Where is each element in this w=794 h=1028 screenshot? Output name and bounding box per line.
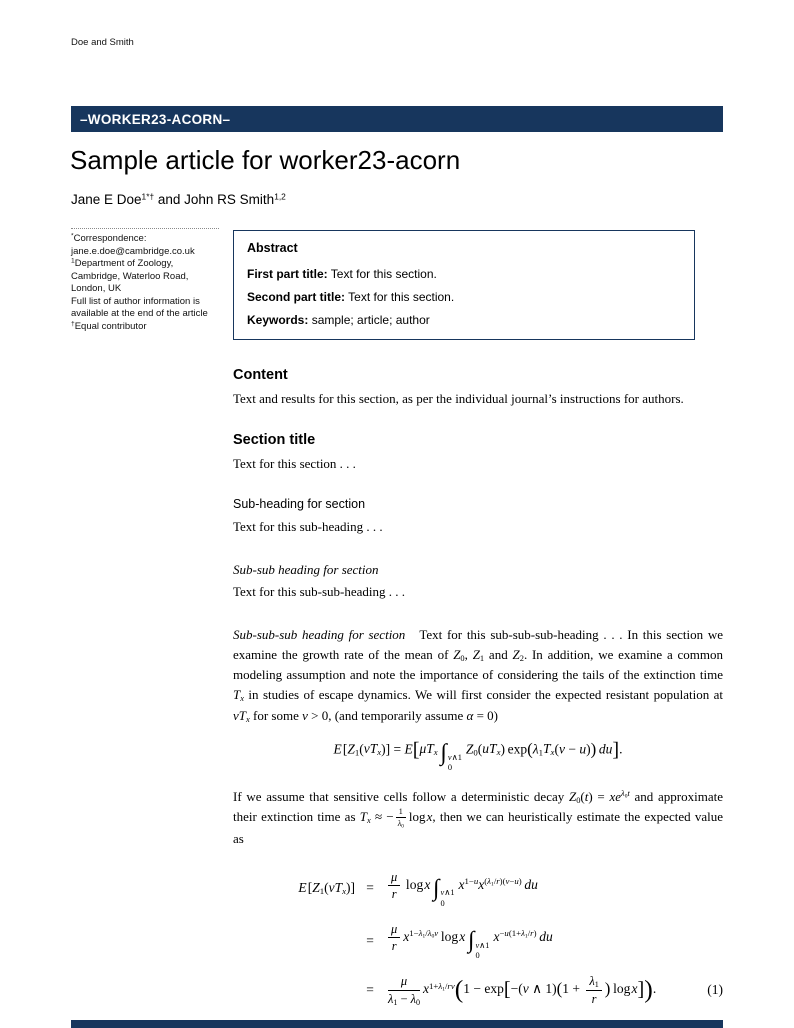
- abstract-second-part-label: Second part title:: [247, 290, 346, 305]
- affiliation-line-2: Cambridge, Waterloo Road,: [71, 270, 189, 282]
- journal-banner: [71, 106, 723, 132]
- abstract-heading: Abstract: [247, 241, 298, 255]
- aligned-equations: [233, 863, 723, 1013]
- content-heading: Content: [233, 367, 288, 383]
- sub-heading: Sub-heading for section: [233, 497, 366, 512]
- article-body: [233, 358, 723, 1013]
- author-info-note-1: Full list of author information is: [71, 295, 200, 307]
- content-paragraph: Text and results for this section, as per the individual journal’s instructions for authors.: [233, 391, 684, 407]
- equation-rhs-1: $\frac{\mu}{r}$ log x ∫ v∧1 0 $x^{1-u}x^{(\lambda_1/r)(v-u)}$ du: [385, 863, 677, 915]
- equation-number-spacer: [677, 863, 723, 915]
- correspondence-label: *Correspondence:: [71, 232, 147, 244]
- abstract-first-part-text: Text for this section.: [330, 266, 437, 281]
- subsubsub-paragraph: [233, 625, 723, 726]
- equation-rhs-3: $\frac{\mu}{\lambda_1 - \lambda_0}$ $x^{1+\lambda_1/rv}(1 - \exp[-(v$ ∧ 1)(1 + $\frac{\lambda_1}{r}$ ) log x]).: [388, 974, 657, 1007]
- subsubsub-heading: Sub-sub-sub heading for section: [233, 627, 406, 643]
- affiliation-line-1: $^1$Department of Zoology,: [71, 257, 174, 269]
- equation-rhs-2: $\frac{\mu}{r}$ $x^{1-\lambda_1/\lambda_0v}$ log x ∫ v∧1 0 $x^{-u(1+\lambda_1/r)}$ du: [385, 915, 677, 967]
- abstract-box: [233, 230, 695, 340]
- subsub-heading: Sub-sub heading for section: [233, 561, 379, 577]
- equation-number: (1): [707, 981, 723, 997]
- footer-bar: [71, 1020, 723, 1028]
- equals-sign: =: [366, 880, 374, 896]
- running-head: Doe and Smith: [71, 37, 134, 48]
- equation-row-1: [233, 863, 723, 915]
- banner-text: –WORKER23-ACORN–: [80, 111, 231, 127]
- article-title: Sample article for worker23-acorn: [70, 145, 461, 175]
- subsubsub-text: Text for this sub-sub-sub-heading . . . In this section we examine the growth rate of the mean of $Z_0$, $Z_1$ and $Z_2$. In addition, we examine a common modeling assumption and note the importance of considering the tails of the extinction time $T_x$ in studies of escape dynamics. We will first consider the expected resistant population at $vT_x$ for some v > 0, (and temporarily assume α = 0): [233, 627, 724, 724]
- equals-sign: =: [366, 932, 374, 948]
- sub-paragraph: Text for this sub-heading . . .: [233, 518, 383, 534]
- abstract-keywords-text: sample; article; author: [311, 313, 430, 328]
- author-info-sidebar: [71, 228, 223, 333]
- equal-contributor-note: †Equal contributor: [71, 319, 147, 332]
- affiliation-line-3: London, UK: [71, 283, 122, 294]
- equation-row-2: [233, 915, 723, 967]
- sidebar-rule: [71, 228, 219, 229]
- section-paragraph: Text for this section . . .: [233, 456, 356, 472]
- section-title-heading: Section title: [233, 431, 316, 448]
- correspondence-email: jane.e.doe@cambridge.co.uk: [71, 245, 195, 257]
- equation-row-3: [233, 967, 723, 1013]
- abstract-keywords: [247, 312, 681, 328]
- abstract-keywords-label: Keywords:: [247, 313, 309, 328]
- abstract-first-part: [247, 266, 681, 282]
- equation-lhs: E $[Z_1(vT_x)]$: [298, 880, 355, 897]
- body-paragraph-decay: If we assume that sensitive cells follow a deterministic decay $Z_0(t) = xe^{\lambda_0t}$ and approximate their extinction time as $T_x$ ≈ − $\frac{1}{\lambda_0}$ log x, then we can heuristically estimate the expected value as: [233, 787, 723, 846]
- abstract-second-part: [247, 289, 681, 305]
- abstract-first-part-label: First part title:: [247, 266, 328, 281]
- abstract-second-part-text: Text for this section.: [348, 290, 455, 305]
- equals-sign: =: [366, 981, 374, 997]
- author-info-note-2: available at the end of the article: [71, 308, 208, 319]
- display-equation: E $[Z_1(vT_x)] = E[\mu T_x$ ∫ v∧1 0 $Z_0(uT_x) \exp(\lambda_1T_x(v - u))$ du].: [333, 738, 623, 773]
- author-line: Jane E Doe$^{1*\dagger}$ and John RS Smith$^{1,2}$: [71, 191, 286, 207]
- subsub-paragraph: Text for this sub-sub-heading . . .: [233, 583, 406, 599]
